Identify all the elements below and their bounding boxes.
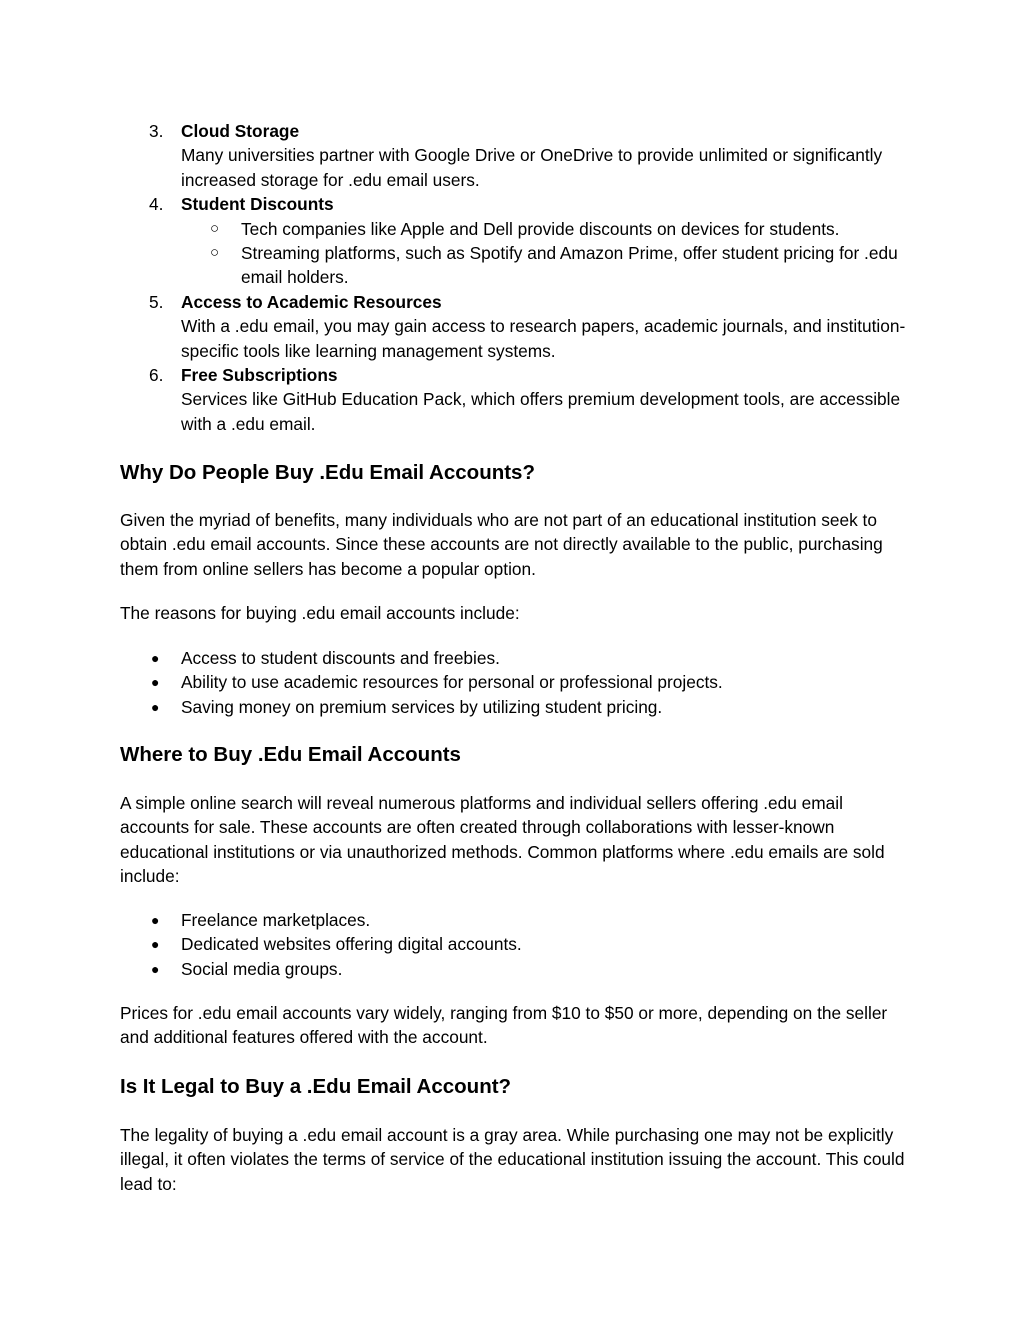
list-item	[120, 290, 910, 363]
section-heading-where: Where to Buy .Edu Email Accounts	[120, 743, 461, 766]
hollow-bullet-icon: ○	[210, 244, 220, 262]
section-heading-legal: Is It Legal to Buy a .Edu Email Account?	[120, 1075, 512, 1098]
list-number: 4.	[149, 194, 164, 215]
bullet-icon: ●	[151, 698, 160, 715]
list-number: 5.	[149, 291, 164, 312]
bullet-icon: ●	[151, 912, 160, 928]
list-item	[120, 670, 910, 694]
list-item-text: Social media groups.	[181, 958, 343, 979]
list-item	[120, 646, 910, 670]
bullet-list	[120, 908, 910, 981]
section-heading-why: Why Do People Buy .Edu Email Accounts?	[120, 461, 535, 484]
paragraph: Given the myriad of benefits, many individuals who are not part of an educational institution seek to obtain .edu email accounts. Since these accounts are not directly available to the public, purchasing them from online sellers has become a popular option.	[120, 510, 883, 579]
list-item-text: Freelance marketplaces.	[181, 910, 371, 930]
bullet-list	[120, 646, 910, 719]
list-item-title: Cloud Storage	[181, 121, 300, 141]
paragraph: The legality of buying a .edu email account is a gray area. While purchasing one may not be explicitly illegal, it often violates the terms of service of the educational institution issuing the account. This could lead to:	[120, 1125, 905, 1194]
sub-list-item-text: Streaming platforms, such as Spotify and Amazon Prime, offer student pricing for .edu email holders.	[241, 243, 898, 288]
paragraph: A simple online search will reveal numerous platforms and individual sellers offering .edu email accounts for sale. These accounts are often created through collaborations with lesser-known educational institutions or via unauthorized methods. Common platforms where .edu emails are sold include:	[120, 793, 885, 887]
benefits-list	[120, 119, 910, 436]
list-number: 3.	[149, 121, 164, 141]
list-item-text: With a .edu email, you may gain access to research papers, academic journals, and institution-specific tools like learning management systems.	[181, 316, 906, 361]
bullet-icon: ●	[151, 936, 160, 953]
list-item-title: Access to Academic Resources	[181, 291, 442, 312]
list-item	[120, 908, 910, 932]
list-item-text: Saving money on premium services by utilizing student pricing.	[181, 696, 663, 717]
bullet-icon: ●	[151, 650, 160, 666]
list-item-title: Free Subscriptions	[181, 365, 338, 386]
hollow-bullet-icon: ○	[210, 219, 220, 237]
list-item-title: Student Discounts	[181, 194, 334, 215]
list-item-text: Many universities partner with Google Drive or OneDrive to provide unlimited or significantly increased storage for .edu email users.	[181, 145, 883, 190]
bullet-icon: ●	[151, 960, 160, 977]
list-item	[120, 363, 910, 436]
paragraph: The reasons for buying .edu email accounts include:	[120, 603, 520, 623]
list-item-text: Dedicated websites offering digital accounts.	[181, 934, 522, 955]
list-item-text: Access to student discounts and freebies.	[181, 648, 500, 668]
sub-list-item	[120, 241, 910, 290]
sub-list-item	[120, 217, 910, 241]
list-item	[120, 957, 910, 981]
sub-list-item-text: Tech companies like Apple and Dell provide discounts on devices for students.	[241, 218, 840, 239]
bullet-icon: ●	[151, 674, 160, 691]
list-item	[120, 192, 910, 216]
list-number: 6.	[149, 365, 164, 386]
list-item-text: Services like GitHub Education Pack, which offers premium development tools, are accessible with a .edu email.	[181, 389, 901, 434]
list-item	[120, 932, 910, 956]
list-item	[120, 119, 910, 192]
paragraph: Prices for .edu email accounts vary widely, ranging from $10 to $50 or more, depending on the seller and additional features offered with the account.	[120, 1003, 888, 1048]
list-item	[120, 695, 910, 719]
list-item-text: Ability to use academic resources for personal or professional projects.	[181, 672, 723, 693]
